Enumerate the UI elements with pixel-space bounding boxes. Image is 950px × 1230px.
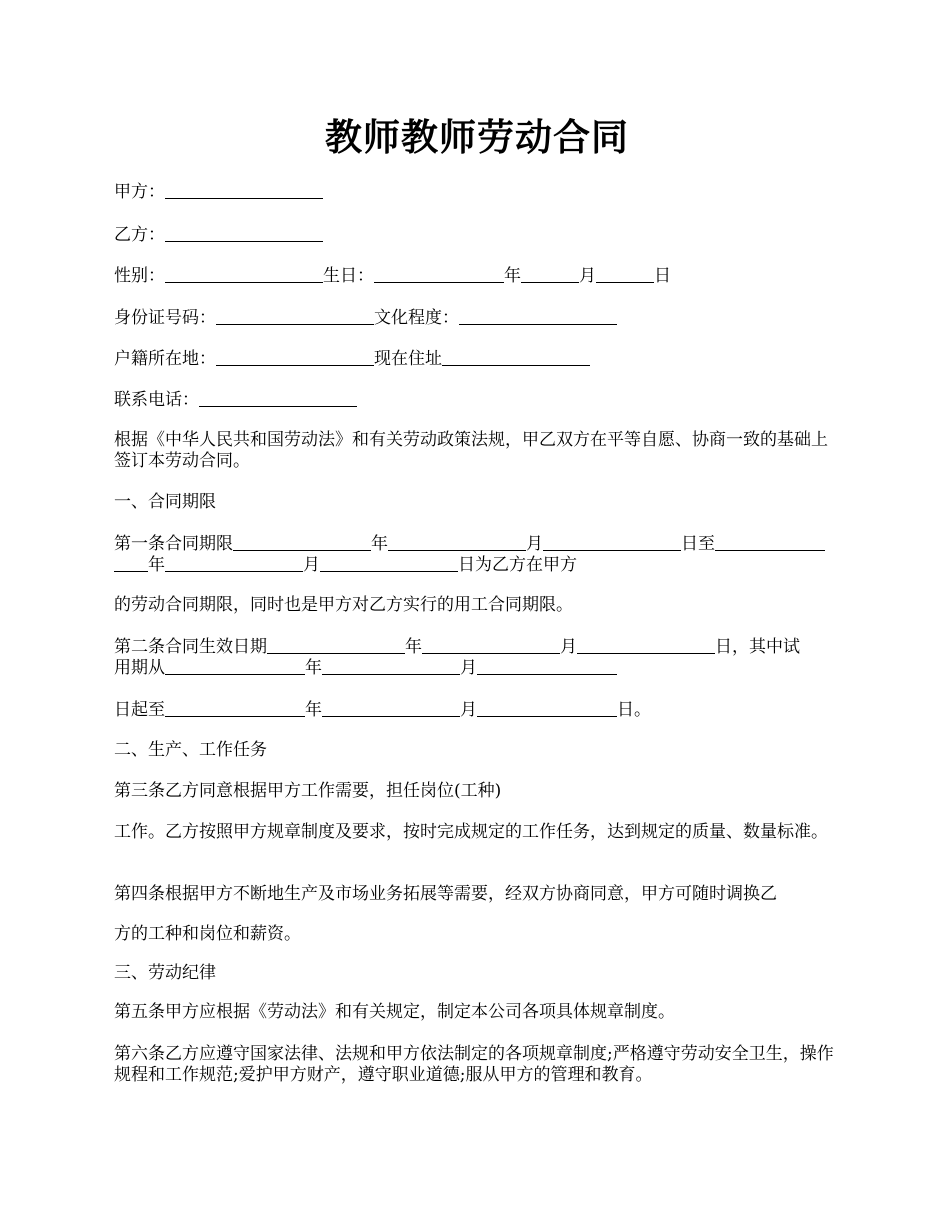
section-heading-1: 一、合同期限 xyxy=(114,492,216,512)
art2-trial-label: 日，其中试 xyxy=(715,637,800,657)
art1-end-month-label: 月 xyxy=(303,555,320,575)
year-label: 年 xyxy=(504,266,521,286)
id-number-blank[interactable] xyxy=(216,307,374,325)
art2-year-label: 年 xyxy=(405,637,422,657)
art1-end-day-blank[interactable] xyxy=(320,554,458,572)
id-number-label: 身份证号码： xyxy=(114,308,216,328)
article-2-line-2 xyxy=(114,657,840,679)
gender-label: 性别： xyxy=(114,266,165,286)
birthday-label: 生日： xyxy=(323,266,374,286)
article-1-label: 第一条合同期限 xyxy=(114,534,233,554)
address-blank[interactable] xyxy=(442,348,590,366)
art2-month-label: 月 xyxy=(560,637,577,657)
education-label: 文化程度： xyxy=(374,308,459,328)
month-label: 月 xyxy=(579,266,596,286)
trial-to-month-label: 月 xyxy=(460,700,477,720)
trial-from-day-blank[interactable] xyxy=(477,657,617,675)
article-1-line-2 xyxy=(114,554,840,576)
party-a-blank[interactable] xyxy=(165,181,323,199)
phone-blank[interactable] xyxy=(199,389,357,407)
trial-from-month-label: 月 xyxy=(460,658,477,678)
art1-end-label: 日为乙方在甲方 xyxy=(458,555,577,575)
article-3-continuation: 工作。乙方按照甲方规章制度及要求，按时完成规定的工作任务，达到规定的质量、数量标准。 xyxy=(114,822,828,842)
art1-month-label: 月 xyxy=(526,534,543,554)
day-label: 日 xyxy=(654,266,671,286)
birth-day-blank[interactable] xyxy=(596,265,654,283)
article-1-line-1 xyxy=(114,533,840,555)
section-heading-2: 二、生产、工作任务 xyxy=(114,740,267,760)
trial-from-month-blank[interactable] xyxy=(322,657,460,675)
section-heading-3: 三、劳动纪律 xyxy=(114,963,216,983)
intro-paragraph: 根据《中华人民共和国劳动法》和有关劳动政策法规，甲乙双方在平等自愿、协商一致的基础上签订本劳动合同。 xyxy=(114,430,828,471)
address-label: 现在住址 xyxy=(374,349,442,369)
party-b-blank[interactable] xyxy=(165,224,323,242)
trial-to-month-blank[interactable] xyxy=(322,699,460,717)
art1-end-year-blank-b[interactable] xyxy=(114,554,148,572)
phone-label: 联系电话： xyxy=(114,390,199,410)
article-2-line-1 xyxy=(114,636,840,658)
household-address-line xyxy=(114,348,840,370)
article-4-continuation: 方的工种和岗位和薪资。 xyxy=(114,924,301,944)
party-a-label: 甲方： xyxy=(114,182,165,202)
trial-to-year-blank[interactable] xyxy=(165,699,305,717)
art1-year-label: 年 xyxy=(371,534,388,554)
article-1-continuation: 的劳动合同期限，同时也是甲方对乙方实行的用工合同期限。 xyxy=(114,595,573,615)
trial-end-label: 日。 xyxy=(617,700,651,720)
trial-from-year-label: 年 xyxy=(305,658,322,678)
household-label: 户籍所在地： xyxy=(114,349,216,369)
art1-start-day-blank[interactable] xyxy=(543,533,681,551)
article-2-label: 第二条合同生效日期 xyxy=(114,637,267,657)
article-3: 第三条乙方同意根据甲方工作需要，担任岗位(工种) xyxy=(114,781,502,801)
id-education-line xyxy=(114,307,840,329)
household-blank[interactable] xyxy=(216,348,374,366)
party-b-line xyxy=(114,224,840,246)
birth-month-blank[interactable] xyxy=(521,265,579,283)
art1-start-month-blank[interactable] xyxy=(388,533,526,551)
article-6: 第六条乙方应遵守国家法律、法规和甲方依法制定的各项规章制度;严格遵守劳动安全卫生，操作规程和工作规范;爱护甲方财产，遵守职业道德;服从甲方的管理和教育。 xyxy=(114,1044,834,1085)
art1-end-year-label: 年 xyxy=(148,555,165,575)
art1-end-month-blank[interactable] xyxy=(165,554,303,572)
trial-to-year-label: 年 xyxy=(305,700,322,720)
article-4: 第四条根据甲方不断地生产及市场业务拓展等需要，经双方协商同意，甲方可随时调换乙 xyxy=(114,884,777,904)
article-2-line-3 xyxy=(114,699,840,721)
art1-to-label: 日至 xyxy=(681,534,715,554)
gender-blank[interactable] xyxy=(165,265,323,283)
trial-from-label: 用期从 xyxy=(114,658,165,678)
trial-to-day-blank[interactable] xyxy=(477,699,617,717)
art2-day-blank[interactable] xyxy=(577,636,715,654)
document-title: 教师教师劳动合同 xyxy=(325,115,629,159)
education-blank[interactable] xyxy=(459,307,617,325)
trial-from-year-blank[interactable] xyxy=(165,657,305,675)
art2-month-blank[interactable] xyxy=(422,636,560,654)
birth-year-blank[interactable] xyxy=(374,265,504,283)
article-5: 第五条甲方应根据《劳动法》和有关规定，制定本公司各项具体规章制度。 xyxy=(114,1002,675,1022)
gender-birthday-line xyxy=(114,265,840,287)
art1-start-year-blank[interactable] xyxy=(233,533,371,551)
party-a-line xyxy=(114,181,840,203)
trial-to-label: 日起至 xyxy=(114,700,165,720)
phone-line xyxy=(114,389,840,411)
art1-end-year-blank-a[interactable] xyxy=(715,533,825,551)
art2-year-blank[interactable] xyxy=(267,636,405,654)
party-b-label: 乙方： xyxy=(114,225,165,245)
